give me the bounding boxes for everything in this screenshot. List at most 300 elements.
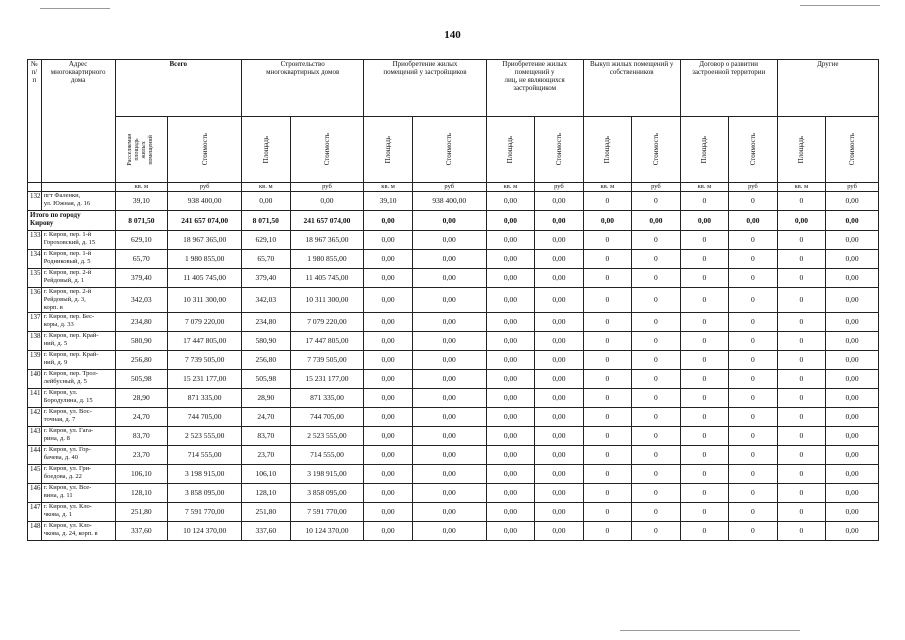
table-cell: 0 [729,503,778,522]
table-cell: 0,00 [412,408,486,427]
table-cell: 0 [729,484,778,503]
table-row [28,503,879,522]
table-cell: 1 980 855,00 [290,250,364,269]
table-cell: 0 [777,370,826,389]
table-cell: 0,00 [364,389,413,408]
subheader-cost: Стоимость [290,117,364,183]
row-number: 133 [28,231,42,250]
table-cell: 0 [632,288,681,313]
units-cell: кв. м [242,183,291,192]
table-cell: 0 [632,503,681,522]
table-cell: 0,00 [486,427,535,446]
row-number: 144 [28,446,42,465]
table-cell: 0,00 [535,269,584,288]
table-cell: 0,00 [826,231,879,250]
table-cell: 0,00 [364,250,413,269]
table-cell: 0 [583,231,632,250]
column-header-no: № п/п [28,60,42,183]
table-cell: 234,80 [115,313,168,332]
header-row [28,60,879,117]
table-cell: 0,00 [412,288,486,313]
table-cell: 0 [583,313,632,332]
table-cell: 505,98 [115,370,168,389]
table-cell: 0 [632,408,681,427]
table-row [28,446,879,465]
table-cell: 0 [680,427,729,446]
units-cell: руб [412,183,486,192]
table-cell: 871 335,00 [168,389,242,408]
table-cell: 0 [632,231,681,250]
table-cell: 0 [583,288,632,313]
table-cell: 0 [680,408,729,427]
table-cell: 10 124 370,00 [290,522,364,541]
table-cell: 0,00 [364,427,413,446]
table-cell: 0 [632,389,681,408]
table-cell: 0,00 [826,446,879,465]
table-cell: 0 [583,484,632,503]
table-cell: 0,00 [535,522,584,541]
subheader-area: Площадь [364,117,413,183]
table-cell: 0,00 [826,465,879,484]
table-cell: 0,00 [535,465,584,484]
subheader-area: Площадь [583,117,632,183]
table-row [28,332,879,351]
table-cell: 0,00 [486,192,535,211]
table-cell: 0 [632,427,681,446]
total-cell: 0,00 [680,211,729,231]
table-cell: 0 [777,408,826,427]
table-cell: 1 980 855,00 [168,250,242,269]
table-cell: 0,00 [535,503,584,522]
row-address: г. Киров, ул. Гага- рина, д. 8 [41,427,115,446]
table-row [28,427,879,446]
table-cell: 39,10 [364,192,413,211]
table-row [28,389,879,408]
table-cell: 24,70 [115,408,168,427]
table-cell: 0,00 [486,370,535,389]
table-cell: 0 [632,370,681,389]
table-cell: 3 198 915,00 [168,465,242,484]
table-cell: 0,00 [412,503,486,522]
table-cell: 7 739 505,00 [168,351,242,370]
table-cell: 18 967 365,00 [168,231,242,250]
table-cell: 0,00 [290,192,364,211]
units-cell: кв. м [486,183,535,192]
scan-artifact [40,8,110,9]
table-cell: 0,00 [826,522,879,541]
table-cell: 0 [583,192,632,211]
table-cell: 342,03 [242,288,291,313]
table-cell: 0,00 [486,250,535,269]
row-address: г. Киров, пер. Трол- лейбусный, д. 5 [41,370,115,389]
row-address: г. Киров, ул. Кло- чкова, д. 1 [41,503,115,522]
table-cell: 0,00 [826,288,879,313]
total-cell: 8 071,50 [242,211,291,231]
table-cell: 0 [583,446,632,465]
table-cell: 0,00 [826,408,879,427]
subheader-cost: Стоимость [826,117,879,183]
table-cell: 0,00 [486,351,535,370]
table-cell: 0,00 [412,370,486,389]
table-cell: 0,00 [826,250,879,269]
table-cell: 0 [632,522,681,541]
row-address: г. Киров, пер. Край- ний, д. 9 [41,351,115,370]
table-cell: 0 [729,351,778,370]
table-cell: 128,10 [115,484,168,503]
table-cell: 0 [583,465,632,484]
table-cell: 0 [729,465,778,484]
table-cell: 0 [777,250,826,269]
table-cell: 0,00 [364,446,413,465]
table-cell: 17 447 805,00 [290,332,364,351]
row-address: г. Киров, пер. 1-й Родниковый, д. 5 [41,250,115,269]
total-cell: 0,00 [486,211,535,231]
table-cell: 0,00 [364,370,413,389]
table-cell: 65,70 [115,250,168,269]
table-cell: 251,80 [115,503,168,522]
units-cell: руб [168,183,242,192]
table-cell: 0 [680,503,729,522]
table-cell: 0 [583,408,632,427]
table-cell: 0,00 [535,351,584,370]
table-cell: 0 [583,427,632,446]
scan-artifact [620,630,800,631]
row-number: 135 [28,269,42,288]
subheader-cost: Стоимость [412,117,486,183]
table-cell: 0 [777,427,826,446]
table-cell: 0,00 [486,503,535,522]
table-cell: 2 523 555,00 [290,427,364,446]
table-cell: 65,70 [242,250,291,269]
table-cell: 0 [680,288,729,313]
units-cell [28,183,42,192]
table-cell: 0 [777,484,826,503]
subheader-cost: Стоимость [632,117,681,183]
table-cell: 256,80 [115,351,168,370]
column-header-construction: Строительство многоквартирных домов [242,60,364,117]
table-cell: 0 [777,389,826,408]
row-address: пгт Фаленки, ул. Южная, д. 16 [41,192,115,211]
table-row [28,288,879,313]
table-cell: 0,00 [486,389,535,408]
table-cell: 0 [583,389,632,408]
scan-artifact [800,5,880,6]
row-address: г. Киров, пер. 2-й Рейдовый, д. 1 [41,269,115,288]
table-cell: 0,00 [826,427,879,446]
table-cell: 0 [680,446,729,465]
row-address: г. Киров, пер. Край- ний, д. 5 [41,332,115,351]
table-cell: 0,00 [412,332,486,351]
table-cell: 3 198 915,00 [290,465,364,484]
subheader-resettled-area: Расселяемая площадь жилых помещений [115,117,168,183]
table-cell: 0 [632,313,681,332]
table-cell: 2 523 555,00 [168,427,242,446]
table-cell: 0,00 [486,313,535,332]
units-cell: кв. м [680,183,729,192]
table-cell: 0,00 [364,408,413,427]
row-number: 134 [28,250,42,269]
table-cell: 0,00 [535,484,584,503]
table-cell: 23,70 [242,446,291,465]
total-row [28,211,879,231]
table-cell: 0,00 [364,465,413,484]
table-row [28,522,879,541]
table-row [28,484,879,503]
table-cell: 0 [729,370,778,389]
table-row [28,269,879,288]
table-cell: 106,10 [242,465,291,484]
table-cell: 0,00 [486,332,535,351]
table-cell: 0 [632,250,681,269]
table-cell: 337,60 [115,522,168,541]
total-cell: 0,00 [412,211,486,231]
subheader-cost: Стоимость [168,117,242,183]
table-cell: 0,00 [535,408,584,427]
units-cell: кв. м [777,183,826,192]
table-cell: 0,00 [364,522,413,541]
table-cell: 0 [729,408,778,427]
table-cell: 0 [680,465,729,484]
row-number: 141 [28,389,42,408]
table-cell: 0,00 [535,332,584,351]
table-cell: 0 [632,332,681,351]
resettlement-table [27,59,879,541]
row-address: г. Киров, пер. 2-й Рейдовый, д. 3, корп. в [41,288,115,313]
table-cell: 938 400,00 [168,192,242,211]
units-cell: кв. м [583,183,632,192]
table-cell: 0 [680,313,729,332]
table-cell: 714 555,00 [290,446,364,465]
table-cell: 0,00 [364,269,413,288]
table-cell: 0,00 [535,389,584,408]
table-cell: 0,00 [486,408,535,427]
table-cell: 0 [583,503,632,522]
subheader-cost: Стоимость [535,117,584,183]
subheader-area: Площадь [242,117,291,183]
row-number: 136 [28,288,42,313]
column-header-other: Другие [777,60,878,117]
table-cell: 0 [583,269,632,288]
row-address: г. Киров, ул. Все- вина, д. 11 [41,484,115,503]
table-cell: 0 [777,446,826,465]
column-header-buyout: Выкуп жилых помещений у собственников [583,60,680,117]
table-cell: 0 [777,503,826,522]
total-cell: 0,00 [583,211,632,231]
table-cell: 0 [729,313,778,332]
units-row [28,183,879,192]
row-address: г. Киров, ул. Гри- боедова, д. 22 [41,465,115,484]
total-cell: 0,00 [364,211,413,231]
table-cell: 10 311 300,00 [168,288,242,313]
page-number: 140 [444,29,461,41]
table-cell: 7 591 770,00 [290,503,364,522]
table-cell: 256,80 [242,351,291,370]
table-cell: 0 [680,250,729,269]
row-number: 132 [28,192,42,211]
units-cell: кв. м [115,183,168,192]
table-cell: 871 335,00 [290,389,364,408]
table-cell: 379,40 [115,269,168,288]
table-cell: 714 555,00 [168,446,242,465]
table-cell: 0,00 [535,446,584,465]
table-cell: 0,00 [412,389,486,408]
total-cell: 241 657 074,00 [290,211,364,231]
table-cell: 0 [777,351,826,370]
table-cell: 580,90 [242,332,291,351]
column-header-total: Всего [115,60,242,117]
subheader-cost: Стоимость [729,117,778,183]
table-cell: 629,10 [115,231,168,250]
table-cell: 0,00 [486,446,535,465]
table-cell: 0,00 [412,313,486,332]
table-cell: 0 [680,484,729,503]
subheader-area: Площадь [680,117,729,183]
table-cell: 0,00 [412,427,486,446]
table-cell: 0 [777,313,826,332]
table-cell: 0,00 [535,427,584,446]
table-cell: 0,00 [535,370,584,389]
subheader-row [28,117,879,183]
table-cell: 0 [583,250,632,269]
table-cell: 0,00 [364,332,413,351]
table-cell: 0,00 [535,231,584,250]
table-row [28,192,879,211]
table-row [28,250,879,269]
table-cell: 0,00 [364,503,413,522]
table-cell: 505,98 [242,370,291,389]
table-cell: 0,00 [412,522,486,541]
units-cell: руб [729,183,778,192]
table-cell: 0 [777,269,826,288]
table-cell: 0,00 [535,288,584,313]
table-cell: 0,00 [412,269,486,288]
subheader-area: Площадь [486,117,535,183]
table-cell: 128,10 [242,484,291,503]
table-cell: 0,00 [486,231,535,250]
table-cell: 0 [777,192,826,211]
table-cell: 0 [777,332,826,351]
row-address: г. Киров, ул. Кло- чкова, д. 24, корп. в [41,522,115,541]
table-cell: 0,00 [535,192,584,211]
table-cell: 0 [632,192,681,211]
subheader-area: Площадь [777,117,826,183]
table-cell: 39,10 [115,192,168,211]
table-cell: 15 231 177,00 [290,370,364,389]
row-number: 140 [28,370,42,389]
column-header-purchase-developers: Приобретение жилых помещений у застройщиков [364,60,486,117]
row-address: г. Киров, ул. Бородулина, д. 15 [41,389,115,408]
row-number: 139 [28,351,42,370]
total-cell: 8 071,50 [115,211,168,231]
units-cell [41,183,115,192]
table-cell: 0 [680,192,729,211]
table-cell: 0,00 [826,313,879,332]
table-cell: 0,00 [242,192,291,211]
table-cell: 0,00 [826,484,879,503]
table-cell: 0 [680,351,729,370]
row-address: г. Киров, ул. Гор- бачева, д. 40 [41,446,115,465]
row-address: г. Киров, пер. 1-й Гороховский, д. 15 [41,231,115,250]
table-cell: 744 705,00 [168,408,242,427]
row-address: г. Киров, ул. Вос- точная, д. 7 [41,408,115,427]
total-label: Итого по городу Кирову [28,211,116,231]
table-cell: 251,80 [242,503,291,522]
table-cell: 0 [632,484,681,503]
table-cell: 0 [777,522,826,541]
row-address: г. Киров, пер. Бес- коры, д. 33 [41,313,115,332]
table-cell: 0 [729,192,778,211]
table-cell: 10 311 300,00 [290,288,364,313]
table-cell: 0 [729,250,778,269]
table-row [28,465,879,484]
table-cell: 0,00 [412,484,486,503]
row-number: 137 [28,313,42,332]
table-cell: 83,70 [242,427,291,446]
table-row [28,313,879,332]
table-cell: 7 079 220,00 [168,313,242,332]
table-cell: 0 [632,351,681,370]
table-cell: 0,00 [486,522,535,541]
row-number: 145 [28,465,42,484]
table-cell: 379,40 [242,269,291,288]
table-cell: 0 [583,332,632,351]
table-cell: 0 [729,446,778,465]
table-cell: 0 [777,465,826,484]
table-cell: 0,00 [364,288,413,313]
table-cell: 0 [729,269,778,288]
table-cell: 0 [680,332,729,351]
table-cell: 0 [729,288,778,313]
table-cell: 0,00 [486,269,535,288]
table-cell: 744 705,00 [290,408,364,427]
table-cell: 3 858 095,00 [290,484,364,503]
table-cell: 23,70 [115,446,168,465]
table-cell: 7 739 505,00 [290,351,364,370]
column-header-address: Адрес многоквартирного дома [41,60,115,183]
table-cell: 106,10 [115,465,168,484]
table-cell: 0,00 [535,313,584,332]
table-cell: 0 [632,269,681,288]
table-cell: 0,00 [412,231,486,250]
table-cell: 0,00 [826,332,879,351]
table-cell: 0,00 [412,465,486,484]
total-cell: 241 657 074,00 [168,211,242,231]
table-cell: 234,80 [242,313,291,332]
table-cell: 0 [680,231,729,250]
table-cell: 0,00 [364,484,413,503]
table-cell: 24,70 [242,408,291,427]
row-number: 142 [28,408,42,427]
total-cell: 0,00 [826,211,879,231]
table-cell: 0,00 [486,484,535,503]
table-cell: 580,90 [115,332,168,351]
total-cell: 0,00 [535,211,584,231]
table-cell: 0 [777,288,826,313]
table-cell: 0 [632,446,681,465]
table-cell: 0 [680,269,729,288]
table-cell: 11 405 745,00 [168,269,242,288]
table-cell: 0 [680,389,729,408]
table-cell: 0,00 [826,370,879,389]
table-cell: 0 [729,389,778,408]
row-number: 147 [28,503,42,522]
table-cell: 28,90 [115,389,168,408]
table-cell: 28,90 [242,389,291,408]
table-row [28,408,879,427]
table-cell: 0,00 [412,446,486,465]
table-row [28,351,879,370]
table-cell: 0 [729,231,778,250]
